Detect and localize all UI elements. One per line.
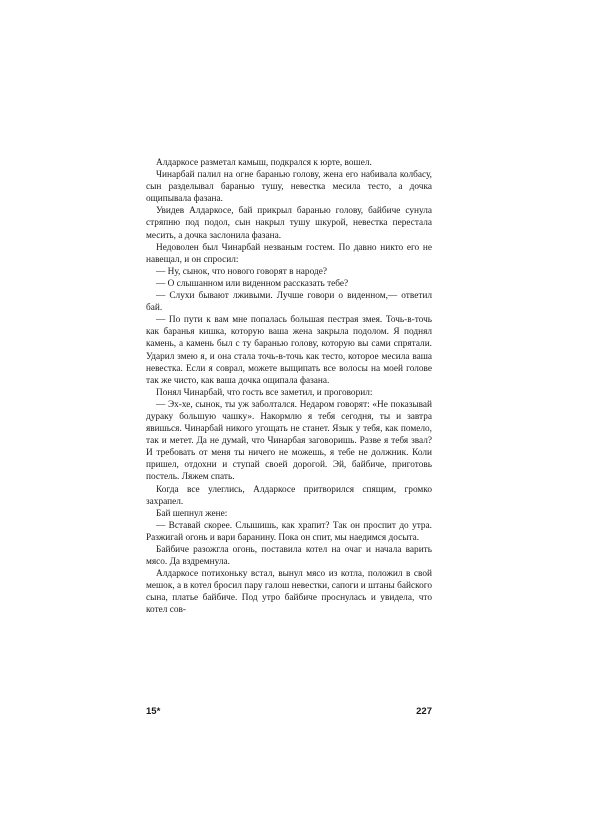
paragraph: Байбиче разожгла огонь, поставила котел на очаг и начала варить мясо. Да вздремнула. bbox=[146, 545, 432, 568]
signature-mark: 15* bbox=[146, 706, 161, 717]
paragraph: — Ну, сынок, что нового говорят в народе? bbox=[156, 266, 327, 277]
paragraph: Алдаркосе разметал камыш, подкрался к юрте, вошел. bbox=[156, 158, 372, 168]
paragraph: Увидев Алдаркосе, бай прикрыл баранью голову, байбиче сунула стряпню под подол, сын накрыл тушу шкурой, невестка перестала месить, а дочка заслонила фазана. bbox=[146, 206, 432, 241]
paragraph: Понял Чинарбай, что гость все заметил, и проговорил: bbox=[156, 387, 373, 398]
paragraph: — Вставай скорее. Слышишь, как храпит? Так он проспит до утра. Разжигай огонь и вари баранину. Пока он спит, мы наедимся досыта. bbox=[146, 520, 432, 543]
paragraph: — Эх-хе, сынок, ты уж заболтался. Недаром говорят: «Не показывай дураку большую чашку». Накормлю я тебя сегодня, ты и завтра явишься. Чинарбай никого угощать не станет. Язык у тебя, как помело, так и метет. Да не думай, что Чинарбая заговоришь. Разве я тебя звал? И требовать от меня ты ничего не можешь, я тебе не должник. Коли пришел, отдохни и ступай своей дорогой. Эй, байбиче, приготовь постель. Ляжем спать. bbox=[146, 399, 432, 483]
page-number: 227 bbox=[416, 706, 432, 717]
paragraph: Бай шепнул жене: bbox=[156, 508, 228, 519]
paragraph: — О слышанном или виденном рассказать тебе? bbox=[156, 278, 349, 289]
paragraph: Когда все улеглись, Алдаркосе притворился спящим, громко захрапел. bbox=[146, 484, 432, 507]
paragraph: Недоволен был Чинарбай незваным гостем. По давно никто его не навещал, и он спросил: bbox=[146, 242, 432, 265]
paragraph: Алдаркосе потихоньку встал, вынул мясо из котла, положил в свой мешок, а в котел бросил пару галош невестки, сапоги и штаны байского сына, платье байбиче. Под утро байбиче проснулась и увидела, что котел сов- bbox=[146, 569, 432, 616]
paragraph: — Слухи бывают лживыми. Лучше говори о виденном,— ответил бай. bbox=[146, 291, 432, 314]
paragraph: Чинарбай палил на огне баранью голову, жена его набивала колбасу, сын разделывал баранью тушу, невестка месила тесто, а дочка ощипывала фазана. bbox=[146, 170, 432, 205]
page-body bbox=[146, 157, 432, 617]
paragraph: — По пути к вам мне попалась большая пестрая змея. Точь-в-точь как баранья кишка, которую ваша жена закрыла подолом. Я поднял камень, а камень был с ту баранью голову, которую вы сами спрятали. Ударил змею я, и она стала точь-в-точь как тесто, которое месила ваша невестка. Если я соврал, можете выщипать все волосы на моей голове так же чисто, как ваша дочка ощипала фазана. bbox=[146, 315, 432, 386]
